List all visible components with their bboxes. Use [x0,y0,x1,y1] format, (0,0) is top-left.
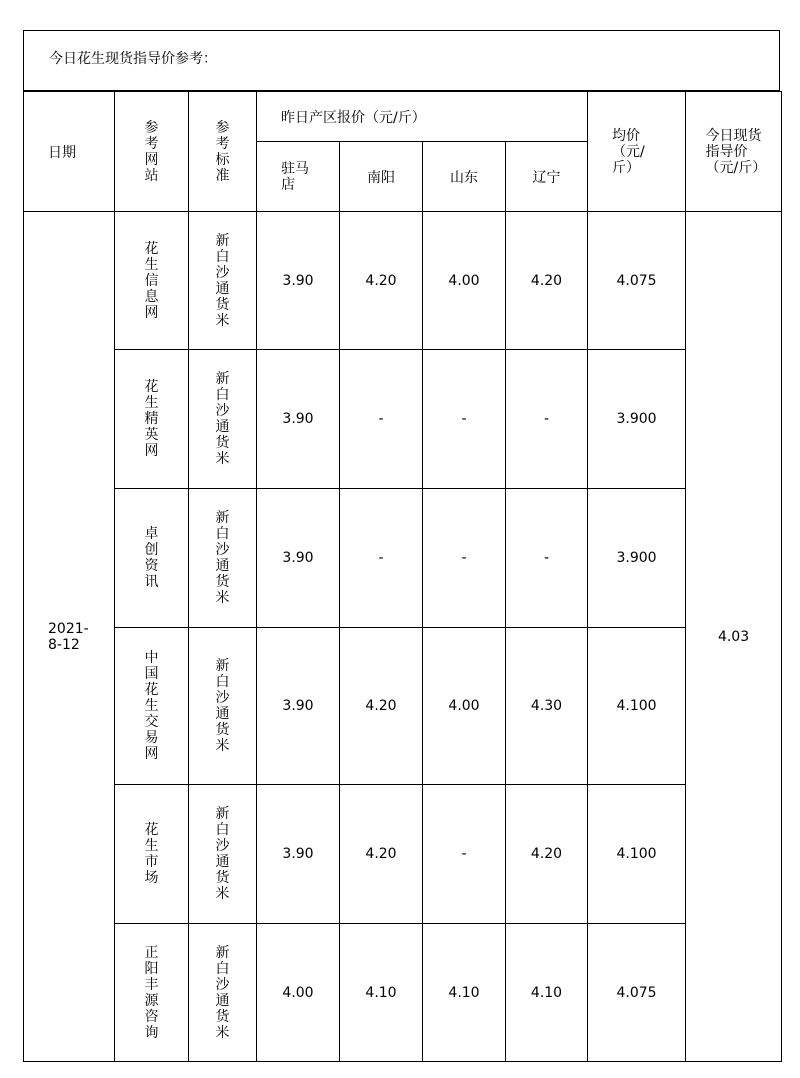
cell-standard [189,785,257,924]
header-average-label: 均价（元/斤） [612,127,645,176]
header-standard [189,92,257,212]
today-price-value: 4.03 [717,628,750,645]
header-region-shandong [423,142,506,212]
cell-site [115,785,189,924]
header-region-nanyang [340,142,423,212]
price-zhumadian: 3.90 [282,846,314,862]
cell-zhumadian [257,212,340,350]
cell-zhumadian [257,489,340,628]
cell-zhumadian [257,628,340,785]
price-zhumadian: 3.90 [282,272,314,289]
price-average: 4.100 [616,698,657,714]
table-row [24,350,782,489]
cell-liaoning [506,628,588,785]
site-name: 花生信息网 [144,240,159,321]
site-name: 中国花生交易网 [144,650,159,762]
cell-standard [189,489,257,628]
price-shandong: - [461,411,467,427]
cell-shandong [423,628,506,785]
price-liaoning: - [543,411,550,427]
price-liaoning: 4.30 [530,698,563,714]
header-today-price-label: 今日现货指导价（元/斤） [705,127,767,176]
cell-standard [189,212,257,350]
price-nanyang: 4.10 [365,984,397,1001]
site-name: 花生市场 [144,822,159,886]
cell-average [588,628,686,785]
cell-nanyang [340,489,423,628]
price-nanyang: - [378,411,384,427]
cell-nanyang [340,785,423,924]
price-liaoning: 4.20 [530,272,563,289]
price-average: 3.900 [616,550,657,566]
price-average: 4.100 [616,846,657,862]
price-zhumadian: 3.90 [282,698,314,714]
price-nanyang: - [378,550,384,566]
cell-site [115,212,189,350]
standard-name: 新白沙通货米 [215,806,230,902]
cell-liaoning [506,350,588,489]
header-region-shandong-label: 山东 [450,169,478,186]
header-date [24,92,115,212]
table-row [24,212,782,350]
cell-liaoning [506,785,588,924]
price-shandong: 4.00 [448,698,480,714]
price-shandong: 4.00 [448,272,480,289]
site-name: 花生精英网 [144,379,159,459]
cell-site [115,628,189,785]
price-shandong: - [461,846,467,862]
cell-liaoning [506,489,588,628]
price-average: 3.900 [616,411,657,427]
price-liaoning: - [543,550,550,566]
cell-shandong [423,350,506,489]
cell-standard [189,628,257,785]
header-region-zhumadian-label: 驻马店 [281,160,309,193]
cell-shandong [423,924,506,1062]
cell-zhumadian [257,785,340,924]
header-region-nanyang-label: 南阳 [367,169,395,186]
standard-name: 新白沙通货米 [215,510,230,606]
site-name: 卓创资讯 [144,526,159,590]
header-standard-label: 参考标准 [215,119,230,184]
header-region-liaoning-label: 辽宁 [532,169,561,186]
cell-average [588,924,686,1062]
cell-site [115,489,189,628]
cell-standard [189,350,257,489]
price-zhumadian: 4.00 [282,984,314,1001]
cell-shandong [423,212,506,350]
header-site [115,92,189,212]
cell-nanyang [340,628,423,785]
cell-zhumadian [257,350,340,489]
price-zhumadian: 3.90 [282,550,314,566]
site-name: 正阳丰源咨询 [144,944,159,1041]
price-nanyang: 4.20 [365,272,397,289]
date-value: 2021-8-12 [48,620,89,653]
standard-name: 新白沙通货米 [215,371,230,467]
cell-average [588,212,686,350]
table-row [24,628,782,785]
cell-nanyang [340,350,423,489]
standard-name: 新白沙通货米 [215,232,230,329]
standard-name: 新白沙通货米 [215,658,230,754]
header-region-zhumadian [257,142,340,212]
price-shandong: 4.10 [448,984,480,1001]
header-region-group-label: 昨日产区报价（元/斤） [281,109,426,126]
header-region-group [257,92,588,142]
cell-liaoning [506,212,588,350]
cell-shandong [423,489,506,628]
table-row [24,489,782,628]
cell-nanyang [340,212,423,350]
price-zhumadian: 3.90 [282,411,314,427]
cell-average [588,350,686,489]
header-date-label: 日期 [48,144,76,161]
cell-average [588,489,686,628]
standard-name: 新白沙通货米 [215,944,230,1041]
header-site-label: 参考网站 [144,119,159,184]
cell-date [24,212,115,1062]
price-table [23,91,782,1062]
cell-site [115,924,189,1062]
price-nanyang: 4.20 [365,846,397,862]
price-average: 4.075 [616,272,657,289]
price-liaoning: 4.20 [530,846,563,862]
cell-nanyang [340,924,423,1062]
header-average [588,92,686,212]
header-today-price [686,92,782,212]
cell-today-price [686,212,782,1062]
cell-site [115,350,189,489]
price-nanyang: 4.20 [365,698,397,714]
cell-zhumadian [257,924,340,1062]
price-shandong: - [461,550,467,566]
cell-standard [189,924,257,1062]
price-liaoning: 4.10 [530,984,563,1001]
price-average: 4.075 [616,984,657,1001]
table-row [24,924,782,1062]
table-row [24,785,782,924]
cell-average [588,785,686,924]
title-box [23,30,780,91]
cell-liaoning [506,924,588,1062]
document-title: 今日花生现货指导价参考： [49,51,217,67]
header-region-liaoning [506,142,588,212]
cell-shandong [423,785,506,924]
